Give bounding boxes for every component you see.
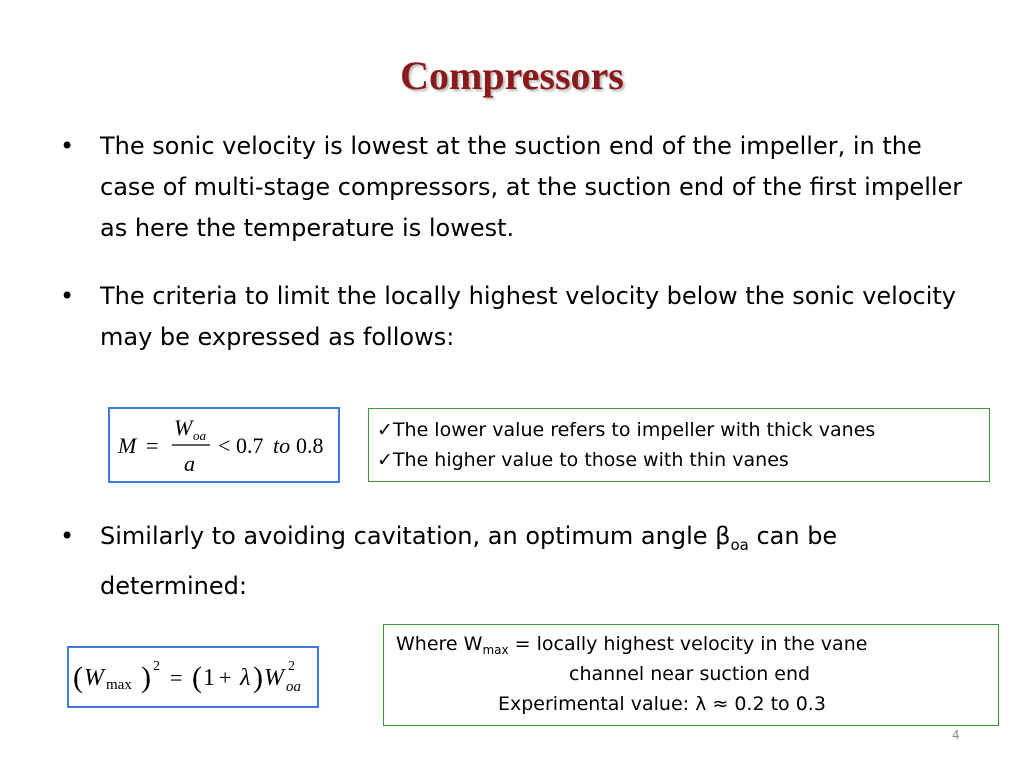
note1-text-thin: The higher value to those with thin vanes [392,449,789,471]
eq2-paren2-open: ( [192,661,202,694]
bullet-marker: • [60,282,75,310]
eq2-paren2-close: ) [253,661,263,694]
eq1-equals: = [146,433,159,458]
eq2-w-sub: max [106,677,132,693]
bullet-optimum-angle [60,516,980,607]
eq2-w2-sub: oa [286,679,301,695]
note2-text-def: = locally highest velocity in the vane [508,633,868,655]
eq1-to: to [273,433,291,458]
eq2-one: 1 [203,665,215,691]
equation-mach-criterion [108,407,340,483]
check-icon: ✓ [377,419,393,441]
bullet-text [100,516,980,607]
note2-text-where: Where W [396,633,483,655]
eq2-w2-sup: 2 [288,659,295,674]
equation-mach-svg [110,409,338,481]
eq1-denominator: a [184,451,195,476]
eq1-less: < [218,433,231,458]
note1-line-thin [377,449,789,471]
check-icon: ✓ [377,449,393,471]
eq2-paren-close: ) [141,661,151,694]
eq2-plus: + [219,665,232,690]
note1-text-thick: The lower value refers to impeller with thick vanes [392,419,876,441]
slide-title: Compressors [400,53,624,98]
page-number: 4 [952,728,960,742]
eq2-paren-open: ( [73,661,83,694]
eq1-lhs: M [118,433,137,458]
eq1-high: 0.8 [296,433,324,458]
note1-line-thick [377,419,875,441]
note2-line-wmax [396,633,867,657]
bullet-marker: • [60,132,75,160]
bullet-criteria [60,276,980,358]
bullet-text-after: can be determined: [100,522,838,600]
eq2-lambda: λ [240,665,251,691]
note-vane-thickness [368,408,990,482]
eq1-low: 0.7 [236,433,264,458]
eq2-w2: W [264,665,284,691]
equation-optimum-angle [67,646,319,708]
eq2-equals: = [170,665,183,690]
note2-line-experimental: Experimental value: λ ≈ 0.2 to 0.3 [498,693,826,715]
bullet-text-before: Similarly to avoiding cavitation, an optimum angle β [100,522,731,550]
eq1-numerator: W [174,415,193,440]
bullet-marker: • [60,522,75,550]
bullet-sonic-velocity [60,126,980,249]
note2-line-channel: channel near suction end [569,663,811,685]
eq1-numerator-sub: oa [193,428,206,443]
bullet-text: The sonic velocity is lowest at the suction end of the impeller, in the case of multi-stage compressors, at the suction end of the first impeller as here the temperature is lowest. [100,132,963,242]
eq2-square: 2 [153,659,160,674]
eq2-w: W [84,665,104,691]
equation-angle-svg [69,648,317,706]
beta-subscript: oa [730,536,749,554]
note2-wmax-sub: max [482,643,509,657]
note-definitions [383,624,999,726]
bullet-text: The criteria to limit the locally highest velocity below the sonic velocity may be expressed as follows: [100,282,956,351]
